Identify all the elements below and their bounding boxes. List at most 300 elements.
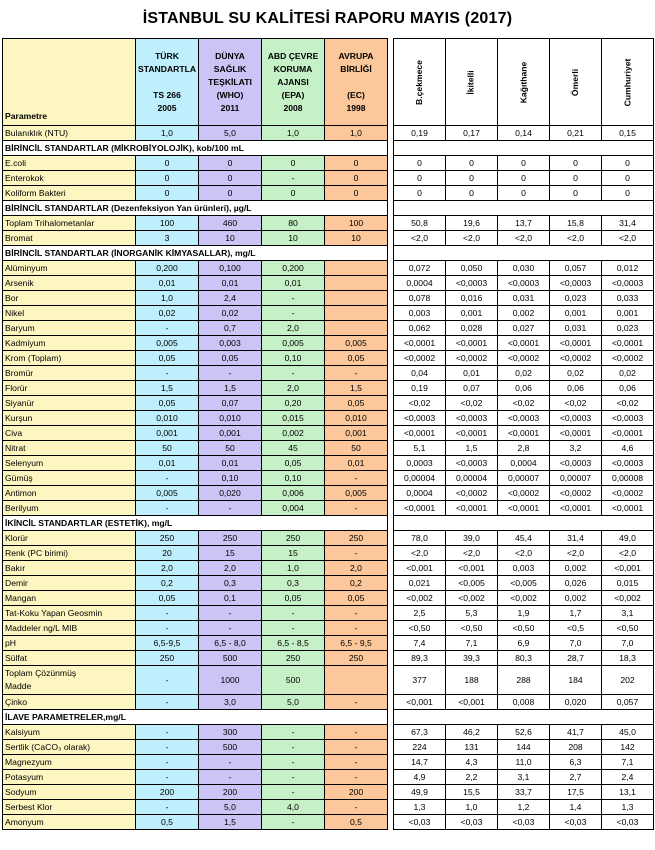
table-row — [3, 621, 654, 636]
section-row — [3, 141, 654, 156]
measured-value: <0,02 — [446, 396, 498, 411]
measured-value: 2,8 — [498, 441, 550, 456]
header-ts266: TÜRK STANDARTLA TS 266 2005 — [136, 39, 199, 126]
header-location-bcekmece: B.çekmece — [394, 39, 446, 126]
std-who: 460 — [199, 216, 262, 231]
std-who: - — [199, 501, 262, 516]
std-ts266: - — [136, 606, 199, 621]
parameter-name: Toplam Çözünmüş Madde — [3, 666, 136, 695]
measured-value: 0,00004 — [446, 471, 498, 486]
std-who: 1,5 — [199, 815, 262, 830]
std-epa: - — [262, 725, 325, 740]
parameter-name: Renk (PC birimi) — [3, 546, 136, 561]
table-row — [3, 336, 654, 351]
section-fill — [394, 201, 654, 216]
table-row — [3, 351, 654, 366]
std-ts266: 0,01 — [136, 456, 199, 471]
measured-value: <0,50 — [394, 621, 446, 636]
measured-value: 0,028 — [446, 321, 498, 336]
measured-value: <0,0002 — [602, 486, 654, 501]
std-epa: 0,10 — [262, 351, 325, 366]
measured-value: <2,0 — [446, 231, 498, 246]
table-row — [3, 261, 654, 276]
measured-value: <0,002 — [602, 591, 654, 606]
std-ts266: 0 — [136, 186, 199, 201]
std-ts266: 1,5 — [136, 381, 199, 396]
header-ec: AVRUPA BİRLİĞİ (EC) 1998 — [325, 39, 388, 126]
table-row — [3, 231, 654, 246]
std-who: 0,003 — [199, 336, 262, 351]
header-epa: ABD ÇEVRE KORUMA AJANSI (EPA) 2008 — [262, 39, 325, 126]
std-who: 0 — [199, 156, 262, 171]
std-ec: 6,5 - 9,5 — [325, 636, 388, 651]
std-ec: 0,005 — [325, 336, 388, 351]
std-epa: 4,0 — [262, 800, 325, 815]
measured-value: 45,4 — [498, 531, 550, 546]
measured-value: 0,06 — [550, 381, 602, 396]
std-ts266: - — [136, 666, 199, 695]
parameter-name: Mangan — [3, 591, 136, 606]
parameter-name: Bromat — [3, 231, 136, 246]
section-row — [3, 516, 654, 531]
measured-value: <0,0001 — [498, 426, 550, 441]
std-ec: 0,05 — [325, 591, 388, 606]
measured-value: 15,8 — [550, 216, 602, 231]
std-ec: - — [325, 366, 388, 381]
measured-value: <0,02 — [498, 396, 550, 411]
measured-value: 15,5 — [446, 785, 498, 800]
measured-value: 0,00008 — [602, 471, 654, 486]
measured-value: 0,030 — [498, 261, 550, 276]
measured-value: 188 — [446, 666, 498, 695]
measured-value: 78,0 — [394, 531, 446, 546]
parameter-name: Civa — [3, 426, 136, 441]
std-ts266: 0,005 — [136, 336, 199, 351]
measured-value: 39,3 — [446, 651, 498, 666]
measured-value: <2,0 — [394, 546, 446, 561]
measured-value: <0,001 — [446, 561, 498, 576]
table-row — [3, 531, 654, 546]
std-who: 0,01 — [199, 456, 262, 471]
measured-value: <0,0001 — [394, 501, 446, 516]
std-ec: 0,05 — [325, 396, 388, 411]
measured-value: 2,2 — [446, 770, 498, 785]
std-who: 0,07 — [199, 396, 262, 411]
std-epa: 10 — [262, 231, 325, 246]
std-who: 1000 — [199, 666, 262, 695]
std-ec: 10 — [325, 231, 388, 246]
table-row — [3, 291, 654, 306]
measured-value: 0,06 — [602, 381, 654, 396]
std-who: 0,020 — [199, 486, 262, 501]
parameter-name: Amonyum — [3, 815, 136, 830]
std-ts266: - — [136, 621, 199, 636]
std-epa: 0,015 — [262, 411, 325, 426]
std-who: - — [199, 755, 262, 770]
std-ts266: - — [136, 321, 199, 336]
measured-value: 80,3 — [498, 651, 550, 666]
parameter-name: Arsenik — [3, 276, 136, 291]
std-who: - — [199, 621, 262, 636]
measured-value: 0,012 — [602, 261, 654, 276]
measured-value: 0,001 — [602, 306, 654, 321]
std-ec — [325, 291, 388, 306]
table-row — [3, 785, 654, 800]
std-who: 5,0 — [199, 800, 262, 815]
measured-value: <0,0003 — [446, 411, 498, 426]
std-ec: 0,05 — [325, 351, 388, 366]
std-epa: - — [262, 606, 325, 621]
std-who: 0 — [199, 171, 262, 186]
measured-value: <0,0003 — [394, 411, 446, 426]
std-who: 0,02 — [199, 306, 262, 321]
std-who: 500 — [199, 740, 262, 755]
std-who: 0 — [199, 186, 262, 201]
std-ts266: 0,001 — [136, 426, 199, 441]
table-row — [3, 216, 654, 231]
measured-value: 0,003 — [394, 306, 446, 321]
std-epa: - — [262, 621, 325, 636]
measured-value: 46,2 — [446, 725, 498, 740]
measured-value: 49,0 — [602, 531, 654, 546]
section-row — [3, 201, 654, 216]
page-title: İSTANBUL SU KALİTESİ RAPORU MAYIS (2017) — [142, 10, 513, 27]
measured-value: 377 — [394, 666, 446, 695]
std-epa: - — [262, 815, 325, 830]
std-who: 0,05 — [199, 351, 262, 366]
table-row — [3, 486, 654, 501]
measured-value: 0,07 — [446, 381, 498, 396]
std-who: - — [199, 606, 262, 621]
parameter-name: Sodyum — [3, 785, 136, 800]
measured-value: <2,0 — [394, 231, 446, 246]
measured-value: 4,9 — [394, 770, 446, 785]
measured-value: 0,001 — [446, 306, 498, 321]
measured-value: <0,50 — [446, 621, 498, 636]
std-ts266: - — [136, 755, 199, 770]
measured-value: <0,02 — [602, 396, 654, 411]
measured-value: 1,3 — [394, 800, 446, 815]
std-ts266: 0,05 — [136, 396, 199, 411]
parameter-name: pH — [3, 636, 136, 651]
std-who: 0,1 — [199, 591, 262, 606]
std-epa: 5,0 — [262, 695, 325, 710]
measured-value: 5,1 — [394, 441, 446, 456]
measured-value: 0,062 — [394, 321, 446, 336]
measured-value: 0,02 — [602, 366, 654, 381]
std-who: 0,01 — [199, 276, 262, 291]
measured-value: 0,00004 — [394, 471, 446, 486]
measured-value: 1,9 — [498, 606, 550, 621]
measured-value: 31,4 — [602, 216, 654, 231]
parameter-name: Gümüş — [3, 471, 136, 486]
parameter-name: Berilyum — [3, 501, 136, 516]
std-epa: 0,3 — [262, 576, 325, 591]
measured-value: 0,19 — [394, 381, 446, 396]
measured-value: 0,02 — [550, 366, 602, 381]
measured-value: 45,0 — [602, 725, 654, 740]
std-who: 0,010 — [199, 411, 262, 426]
measured-value: 52,6 — [498, 725, 550, 740]
measured-value: <0,5 — [550, 621, 602, 636]
std-ec: 100 — [325, 216, 388, 231]
measured-value: <0,0001 — [394, 426, 446, 441]
std-ts266: 0,01 — [136, 276, 199, 291]
measured-value: 0,002 — [550, 561, 602, 576]
std-ec: - — [325, 546, 388, 561]
std-ts266: 1,0 — [136, 291, 199, 306]
measured-value: <0,0001 — [498, 501, 550, 516]
std-epa: 2,0 — [262, 321, 325, 336]
measured-value: 131 — [446, 740, 498, 755]
std-epa: 2,0 — [262, 381, 325, 396]
table-row — [3, 441, 654, 456]
std-ec: - — [325, 695, 388, 710]
measured-value: <0,50 — [602, 621, 654, 636]
std-epa: 80 — [262, 216, 325, 231]
measured-value: <0,02 — [550, 396, 602, 411]
std-epa: 250 — [262, 531, 325, 546]
table-row — [3, 366, 654, 381]
measured-value: 3,1 — [602, 606, 654, 621]
measured-value: 0 — [550, 156, 602, 171]
measured-value: 0 — [446, 186, 498, 201]
std-who: 6,5 - 8,0 — [199, 636, 262, 651]
std-ts266: 200 — [136, 785, 199, 800]
std-epa: 45 — [262, 441, 325, 456]
header-parametre: Parametre — [3, 39, 136, 126]
std-who: 0,10 — [199, 471, 262, 486]
measured-value: 0,0004 — [394, 486, 446, 501]
measured-value: <0,0002 — [394, 351, 446, 366]
measured-value: 41,7 — [550, 725, 602, 740]
header-location-cumhuriyet: Cumhuriyet — [602, 39, 654, 126]
std-epa: 0,20 — [262, 396, 325, 411]
parameter-name: Siyanür — [3, 396, 136, 411]
measured-value: <0,0001 — [550, 426, 602, 441]
measured-value: 0,023 — [550, 291, 602, 306]
std-epa: 0,005 — [262, 336, 325, 351]
table-row — [3, 396, 654, 411]
std-ts266: - — [136, 471, 199, 486]
measured-value: 0,031 — [550, 321, 602, 336]
std-ec — [325, 261, 388, 276]
measured-value: <0,005 — [498, 576, 550, 591]
std-ec: 0,005 — [325, 486, 388, 501]
measured-value: <0,0001 — [394, 336, 446, 351]
std-epa: 0 — [262, 156, 325, 171]
std-who: 5,0 — [199, 126, 262, 141]
measured-value: <0,0001 — [602, 426, 654, 441]
measured-value: <2,0 — [498, 546, 550, 561]
parameter-name: E.coli — [3, 156, 136, 171]
measured-value: 202 — [602, 666, 654, 695]
std-epa: 0,002 — [262, 426, 325, 441]
std-who: 15 — [199, 546, 262, 561]
measured-value: <0,02 — [394, 396, 446, 411]
measured-value: <0,001 — [394, 695, 446, 710]
table-row — [3, 800, 654, 815]
parameter-name: Bor — [3, 291, 136, 306]
measured-value: 4,6 — [602, 441, 654, 456]
measured-value: 0,016 — [446, 291, 498, 306]
measured-value: 0,17 — [446, 126, 498, 141]
measured-value: <0,0002 — [550, 486, 602, 501]
measured-value: 0,031 — [498, 291, 550, 306]
std-ts266: 0 — [136, 156, 199, 171]
std-ts266: 0,005 — [136, 486, 199, 501]
measured-value: 0,0004 — [394, 276, 446, 291]
std-who: - — [199, 366, 262, 381]
measured-value: 0,19 — [394, 126, 446, 141]
measured-value: <0,002 — [446, 591, 498, 606]
std-epa: - — [262, 366, 325, 381]
std-ec: 0,01 — [325, 456, 388, 471]
parameter-name: Bulanıklık (NTU) — [3, 126, 136, 141]
parameter-name: Demir — [3, 576, 136, 591]
parameter-name: Kurşun — [3, 411, 136, 426]
measured-value: 5,3 — [446, 606, 498, 621]
std-who: 2,0 — [199, 561, 262, 576]
section-fill — [394, 141, 654, 156]
std-ts266: - — [136, 366, 199, 381]
std-epa: - — [262, 755, 325, 770]
measured-value: 0,0003 — [394, 456, 446, 471]
measured-value: <0,001 — [446, 695, 498, 710]
std-ec: 2,0 — [325, 561, 388, 576]
parameter-name: Klorür — [3, 531, 136, 546]
std-epa: - — [262, 171, 325, 186]
std-epa: - — [262, 785, 325, 800]
measured-value: 0 — [602, 171, 654, 186]
measured-value: 0,003 — [498, 561, 550, 576]
std-who: 200 — [199, 785, 262, 800]
measured-value: <0,002 — [394, 591, 446, 606]
parameter-name: Sertlik (CaCO₃ olarak) — [3, 740, 136, 755]
measured-value: <0,0003 — [550, 276, 602, 291]
measured-value: 2,5 — [394, 606, 446, 621]
measured-value: <0,005 — [446, 576, 498, 591]
parameter-name: Potasyum — [3, 770, 136, 785]
measured-value: 0,0004 — [498, 456, 550, 471]
std-epa: 0 — [262, 186, 325, 201]
measured-value: 0 — [394, 186, 446, 201]
measured-value: <2,0 — [602, 231, 654, 246]
std-ts266: - — [136, 501, 199, 516]
parameter-name: Kadmiyum — [3, 336, 136, 351]
std-ec: 250 — [325, 651, 388, 666]
std-who: 500 — [199, 651, 262, 666]
measured-value: 0,02 — [498, 366, 550, 381]
std-ts266: 0,5 — [136, 815, 199, 830]
std-ec: 1,5 — [325, 381, 388, 396]
std-who: - — [199, 770, 262, 785]
measured-value: 0,021 — [394, 576, 446, 591]
std-ec: 0 — [325, 186, 388, 201]
table-row — [3, 666, 654, 695]
std-ec — [325, 666, 388, 695]
measured-value: 142 — [602, 740, 654, 755]
measured-value: 0 — [446, 156, 498, 171]
std-epa: - — [262, 770, 325, 785]
measured-value: 1,7 — [550, 606, 602, 621]
std-ec: - — [325, 471, 388, 486]
measured-value: 0 — [550, 186, 602, 201]
std-ec: 0,2 — [325, 576, 388, 591]
section-title: İLAVE PARAMETRELER,mg/L — [3, 710, 388, 725]
measured-value: 0 — [602, 156, 654, 171]
measured-value: 2,4 — [602, 770, 654, 785]
measured-value: 0 — [394, 156, 446, 171]
std-ec: 0 — [325, 171, 388, 186]
measured-value: <0,0001 — [602, 501, 654, 516]
std-epa: - — [262, 306, 325, 321]
measured-value: 184 — [550, 666, 602, 695]
std-ts266: - — [136, 725, 199, 740]
measured-value: <0,50 — [498, 621, 550, 636]
std-epa: 0,004 — [262, 501, 325, 516]
measured-value: <0,0003 — [602, 276, 654, 291]
table-row — [3, 725, 654, 740]
measured-value: 0,04 — [394, 366, 446, 381]
measured-value: 18,3 — [602, 651, 654, 666]
measured-value: <2,0 — [446, 546, 498, 561]
table-row — [3, 815, 654, 830]
std-ec: 0,001 — [325, 426, 388, 441]
measured-value: <0,0001 — [446, 336, 498, 351]
table-row — [3, 501, 654, 516]
measured-value: <0,0003 — [602, 456, 654, 471]
measured-value: <0,0003 — [446, 456, 498, 471]
section-title: BİRİNCİL STANDARTLAR (Dezenfeksiyon Yan ürünleri), µg/L — [3, 201, 388, 216]
std-epa: 500 — [262, 666, 325, 695]
table-row — [3, 411, 654, 426]
table-row — [3, 576, 654, 591]
measured-value: 0,008 — [498, 695, 550, 710]
measured-value: <0,0003 — [550, 456, 602, 471]
measured-value: <0,0001 — [446, 501, 498, 516]
measured-value: 0,002 — [498, 306, 550, 321]
std-ts266: 2,0 — [136, 561, 199, 576]
std-epa: 0,006 — [262, 486, 325, 501]
measured-value: <0,03 — [498, 815, 550, 830]
measured-value: 0,14 — [498, 126, 550, 141]
std-who: 0,3 — [199, 576, 262, 591]
parameter-name: Serbest Klor — [3, 800, 136, 815]
parameter-name: Alüminyum — [3, 261, 136, 276]
measured-value: 7,1 — [446, 636, 498, 651]
parameter-name: Sülfat — [3, 651, 136, 666]
measured-value: 4,3 — [446, 755, 498, 770]
measured-value: 7,1 — [602, 755, 654, 770]
parameter-name: Nitrat — [3, 441, 136, 456]
std-ec: 250 — [325, 531, 388, 546]
std-who: 10 — [199, 231, 262, 246]
section-title: İKİNCİL STANDARTLAR (ESTETİK), mg/L — [3, 516, 388, 531]
table-row — [3, 426, 654, 441]
measured-value: 49,9 — [394, 785, 446, 800]
parameter-name: Çinko — [3, 695, 136, 710]
std-ec: - — [325, 621, 388, 636]
measured-value: <0,0002 — [602, 351, 654, 366]
measured-value: <0,0002 — [550, 351, 602, 366]
table-row — [3, 561, 654, 576]
measured-value: <0,002 — [498, 591, 550, 606]
std-who: 50 — [199, 441, 262, 456]
section-fill — [394, 710, 654, 725]
measured-value: 6,9 — [498, 636, 550, 651]
section-title: BİRİNCİL STANDARTLAR (MİKROBİYOLOJİK), kob/100 mL — [3, 141, 388, 156]
